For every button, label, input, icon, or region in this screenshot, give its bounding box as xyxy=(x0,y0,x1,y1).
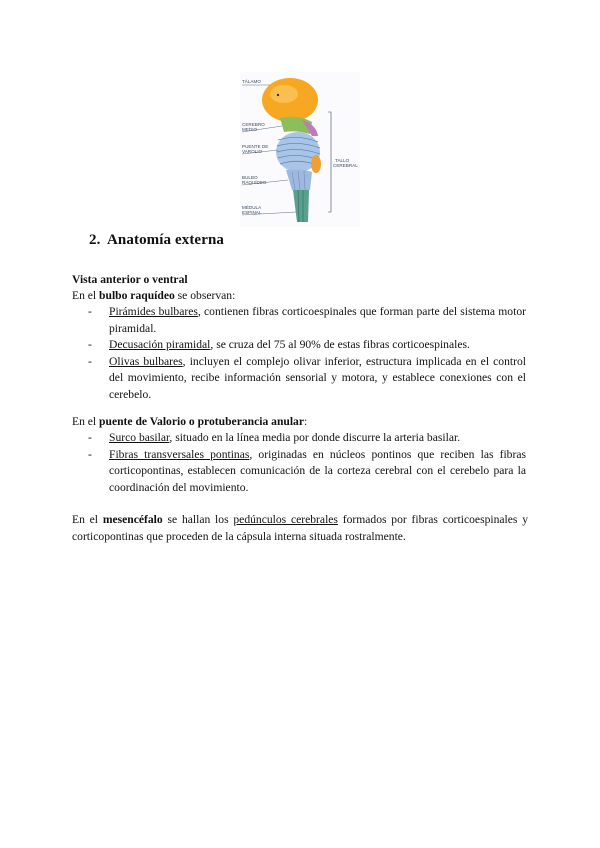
term-piramides: Pirámides bulbares xyxy=(109,305,198,318)
term-surco: Surco basilar xyxy=(109,431,170,444)
list-item: - Pirámides bulbares, contienen fibras corticoespinales que forman parte del sistema motor piramidal. xyxy=(88,305,526,335)
label-medula-2: ESPINAL xyxy=(242,210,262,215)
list-item: - Fibras transversales pontinas, originadas en núcleos pontinos que reciben las fibras corticopontinas, establecen comunicación de la corteza cerebral con el cerebelo para la coordinación del movimiento. xyxy=(88,447,526,494)
heading-number: 2. xyxy=(89,232,101,248)
label-bulbo-2: RAQUÍDEO xyxy=(242,180,267,185)
puente-term: puente de Valorio o protuberancia anular xyxy=(99,415,304,428)
label-talamo: TÁLAMO xyxy=(242,79,261,84)
brainstem-figure xyxy=(240,72,360,227)
label-medula-1: MÉDULA xyxy=(242,205,262,210)
heading-title: Anatomía externa xyxy=(107,232,224,248)
puente-list xyxy=(88,430,526,496)
term-fibras: Fibras transversales pontinas xyxy=(109,447,250,461)
term-pedunculos: pedúnculos cerebrales xyxy=(233,513,338,526)
term-decusacion: Decusación piramidal xyxy=(109,338,211,351)
label-puente-2: VAROLIO xyxy=(242,149,263,154)
label-puente-1: PUENTE DE xyxy=(242,144,269,149)
label-bulbo-1: BULBO xyxy=(242,175,258,180)
brainstem-illustration xyxy=(240,72,360,227)
label-tallo-1: TALLO xyxy=(335,158,350,163)
bulbo-intro: En el bulbo raquídeo se observan: xyxy=(72,289,236,302)
label-cerebro-medio-1: CEREBRO xyxy=(242,122,265,127)
list-item: - Olivas bulbares, incluyen el complejo olivar inferior, estructura implicada en el control del movimiento, recibe información sensorial y motora, y establece conexiones con el cerebelo. xyxy=(88,354,526,401)
label-cerebro-medio-2: MEDIO xyxy=(242,127,258,132)
list-item: - Surco basilar, situado en la línea media por donde discurre la arteria basilar. xyxy=(88,431,461,444)
section-heading xyxy=(89,232,224,249)
term-olivas: Olivas bulbares xyxy=(109,354,183,368)
subheading-vista-anterior: Vista anterior o ventral xyxy=(72,273,188,286)
bulbo-list xyxy=(88,304,526,403)
olive-shape xyxy=(311,155,321,173)
label-tallo-2: CEREBRAL xyxy=(333,163,358,168)
puente-intro: En el puente de Valorio o protuberancia anular: xyxy=(72,415,308,428)
thalamus-marker xyxy=(277,94,279,96)
mesencefalo-paragraph: En el mesencéfalo se hallan los pedúnculos cerebrales formados por fibras corticoespinales y corticopontinas que proceden de la cápsula interna situada rostralmente. xyxy=(72,513,529,543)
bulbo-term: bulbo raquídeo xyxy=(99,289,175,302)
mesencefalo-term: mesencéfalo xyxy=(102,513,163,526)
list-item: - Decusación piramidal, se cruza del 75 al 90% de estas fibras corticoespinales. xyxy=(88,338,470,351)
thalamus-highlight xyxy=(270,85,298,103)
